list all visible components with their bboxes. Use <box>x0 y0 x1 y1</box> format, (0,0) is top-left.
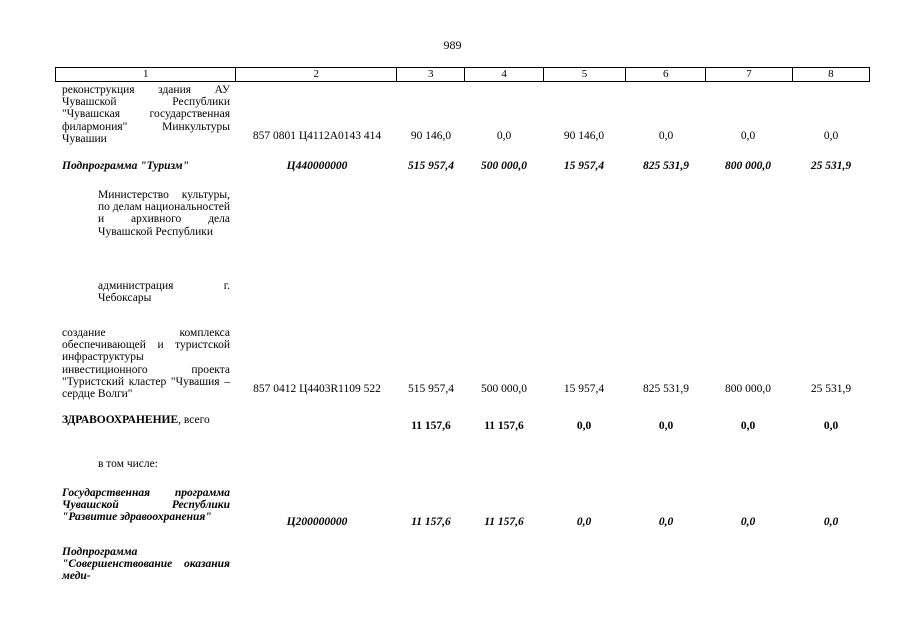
column-header-5: 5 <box>544 68 626 81</box>
row-value-col5: 15 957,4 <box>563 383 605 395</box>
row-value-col3: 515 957,4 <box>408 383 454 395</box>
row-value-col4: 500 000,0 <box>481 383 527 395</box>
row-value-col8: 25 531,9 <box>810 383 852 395</box>
row-value-col8: 0,0 <box>823 420 839 432</box>
row-value-col5: 15 957,4 <box>563 160 605 172</box>
row-value-col4: 0,0 <box>496 130 512 142</box>
row-description-bold: ЗДРАВООХРАНЕНИЕ <box>62 414 179 426</box>
row-value-col3: 11 157,6 <box>411 516 451 528</box>
row-description: Министерство культуры, по делам национальностей и архивного дела Чувашской Республики <box>98 189 230 238</box>
row-value-col3: 11 157,6 <box>411 420 451 432</box>
row-value-col8: 0,0 <box>823 516 839 528</box>
row-value-col6: 0,0 <box>658 130 674 142</box>
row-description: администрация г. Чебоксары <box>98 280 230 305</box>
row-description: в том числе: <box>98 458 158 470</box>
row-budget-code: 857 0412 Ц4403R1109 522 <box>253 383 381 395</box>
row-value-col3: 90 146,0 <box>410 130 452 142</box>
page-number: 989 <box>443 38 462 52</box>
table-header-row <box>55 67 870 82</box>
row-description-rest: , всего <box>178 414 210 426</box>
row-value-col6: 825 531,9 <box>643 160 689 172</box>
row-description: Подпрограмма "Совершенствование оказания меди- <box>62 546 230 583</box>
row-description: Подпрограмма "Туризм" <box>62 160 189 172</box>
row-value-col6: 0,0 <box>658 420 674 432</box>
row-value-col4: 500 000,0 <box>481 160 527 172</box>
column-header-4: 4 <box>465 68 543 81</box>
row-value-col4: 11 157,6 <box>484 516 524 528</box>
row-value-col5: 0,0 <box>576 516 592 528</box>
row-value-col4: 11 157,6 <box>484 420 524 432</box>
row-value-col7: 0,0 <box>740 420 756 432</box>
row-description <box>62 414 230 426</box>
column-header-6: 6 <box>626 68 706 81</box>
row-value-col8: 25 531,9 <box>810 160 852 172</box>
row-value-col7: 0,0 <box>740 130 756 142</box>
row-description: Государственная программа Чувашской Республики "Развитие здравоохранения" <box>62 487 230 524</box>
row-value-col5: 90 146,0 <box>563 130 605 142</box>
row-value-col3: 515 957,4 <box>408 160 454 172</box>
row-description: реконструкция здания АУ Чувашской Республики "Чувашская государственная филармония" Минкультуры Чувашии <box>62 84 230 145</box>
row-value-col7: 800 000,0 <box>725 160 771 172</box>
column-header-7: 7 <box>706 68 792 81</box>
row-budget-code: Ц200000000 <box>286 516 348 528</box>
row-value-col8: 0,0 <box>823 130 839 142</box>
column-header-3: 3 <box>397 68 465 81</box>
column-header-1: 1 <box>56 68 236 81</box>
row-budget-code: 857 0801 Ц4112А0143 414 <box>252 130 382 142</box>
row-value-col6: 825 531,9 <box>643 383 689 395</box>
row-budget-code: Ц440000000 <box>286 160 348 172</box>
row-value-col7: 0,0 <box>740 516 756 528</box>
column-header-8: 8 <box>828 68 834 80</box>
row-description: создание комплекса обеспечивающей и туристской инфраструктуры инвестиционного проекта "Туристский кластер "Чувашия – сердце Волги" <box>62 327 230 401</box>
row-value-col5: 0,0 <box>576 420 592 432</box>
row-value-col7: 800 000,0 <box>725 383 771 395</box>
column-header-2: 2 <box>236 68 397 81</box>
row-value-col6: 0,0 <box>658 516 674 528</box>
